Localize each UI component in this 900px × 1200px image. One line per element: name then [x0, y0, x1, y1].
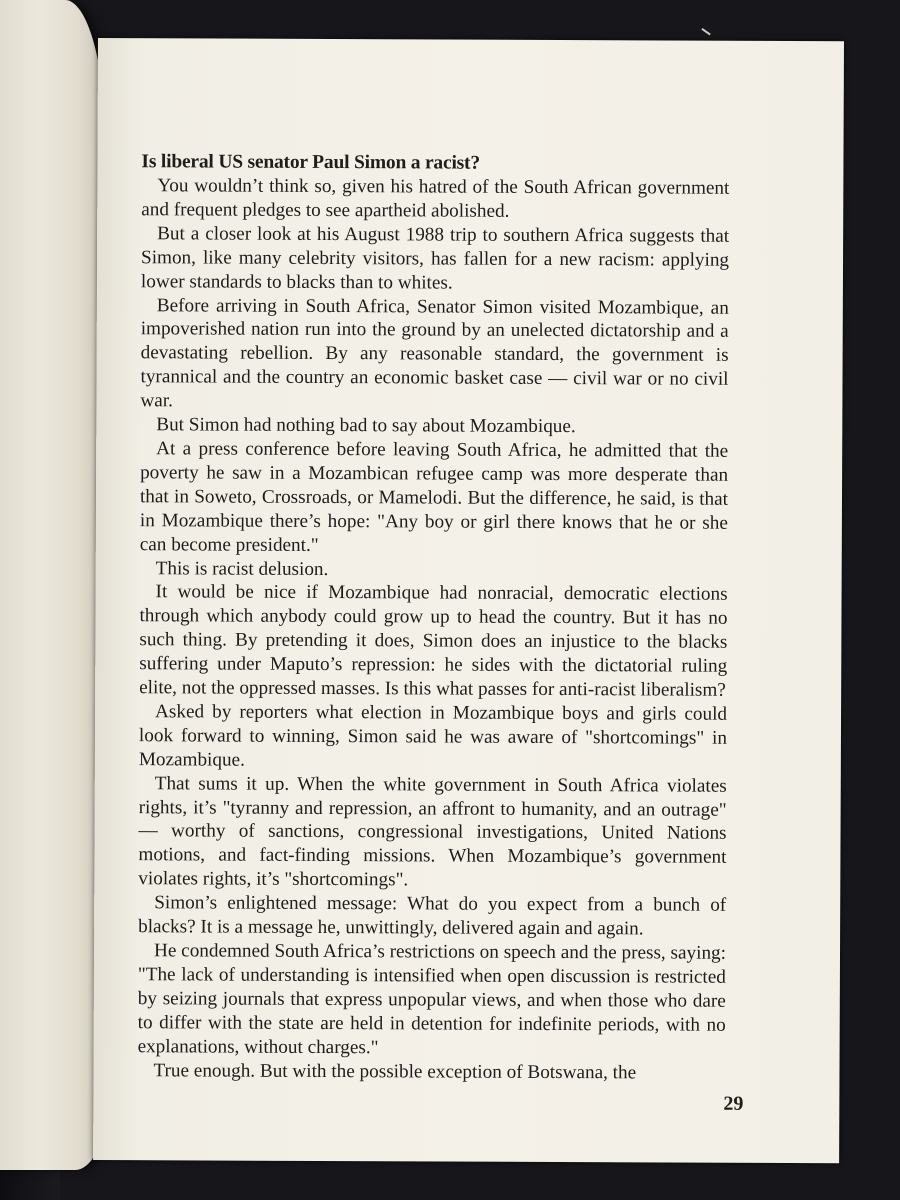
- paragraph: At a press conference before leaving South Africa, he admitted that the poverty he saw in a Mozambican refugee camp was more desperate than that in Soweto, Crossroads, or Mamelodi. But the difference, he said, is that in Mozambique there’s hope: "Any boy or girl there knows that he or she can become president.": [139, 438, 729, 556]
- paragraph: This is racist delusion.: [155, 557, 329, 580]
- paragraph: But Simon had nothing bad to say about Mozambique.: [156, 414, 576, 438]
- paragraph: Before arriving in South Africa, Senator Simon visited Mozambique, an impoverished nation run into the ground by an unelected dictatorship and a devastating rebellion. By any reasonable standard, the government is tyrannical and the country an economic basket case — civil war or no civil war.: [140, 294, 729, 412]
- paragraph: But a closer look at his August 1988 trip to southern Africa suggests that Simon, like many celebrity visitors, has fallen for a new racism: applying lower standards to blacks than to whites.: [140, 223, 730, 294]
- paragraph: Asked by reporters what election in Mozambique boys and girls could look forward to winning, Simon said he was aware of "shortcomings" in Mozambique.: [138, 701, 728, 771]
- article-body: [137, 150, 729, 1085]
- book-page: [93, 38, 844, 1163]
- paper-speck: [701, 28, 710, 35]
- article-heading: Is liberal US senator Paul Simon a racist?: [141, 151, 480, 174]
- paragraph: It would be nice if Mozambique had nonracial, democratic elections through which anybody could grow up to head the country. But it has no such thing. By pretending it does, Simon does an injustice to the blacks suffering under Maputo’s repression: he sides with the dictatorial ruling elite, not the oppressed masses. Is this what passes for anti-racist liberalism?: [139, 581, 728, 701]
- paragraph: True enough. But with the possible exception of Botswana, the: [153, 1059, 637, 1083]
- previous-page-edge: [0, 0, 105, 1170]
- paragraph: Simon’s enlightened message: What do you expect from a bunch of blacks? It is a message he, unwittingly, delivered again and again.: [138, 892, 727, 940]
- paragraph: He condemned South Africa’s restrictions on speech and the press, saying: "The lack of understanding is intensified when open discussion is restricted by seizing journals that express unpopular views, and when those who dare to differ with the state are held in detention for indefinite periods, with no explanations, without charges.": [137, 940, 727, 1058]
- paragraph: You wouldn’t think so, given his hatred of the South African government and frequent pledges to see apartheid abolished.: [141, 175, 730, 222]
- paragraph: That sums it up. When the white government in South Africa violates rights, it’s "tyranny and repression, an affront to humanity, and an outrage" — worthy of sanctions, congressional investigations, United Nations motions, and fact-finding missions. When Mozambique’s government violates rights, it’s "shortcomings".: [138, 772, 727, 891]
- page-number: 29: [723, 1092, 744, 1115]
